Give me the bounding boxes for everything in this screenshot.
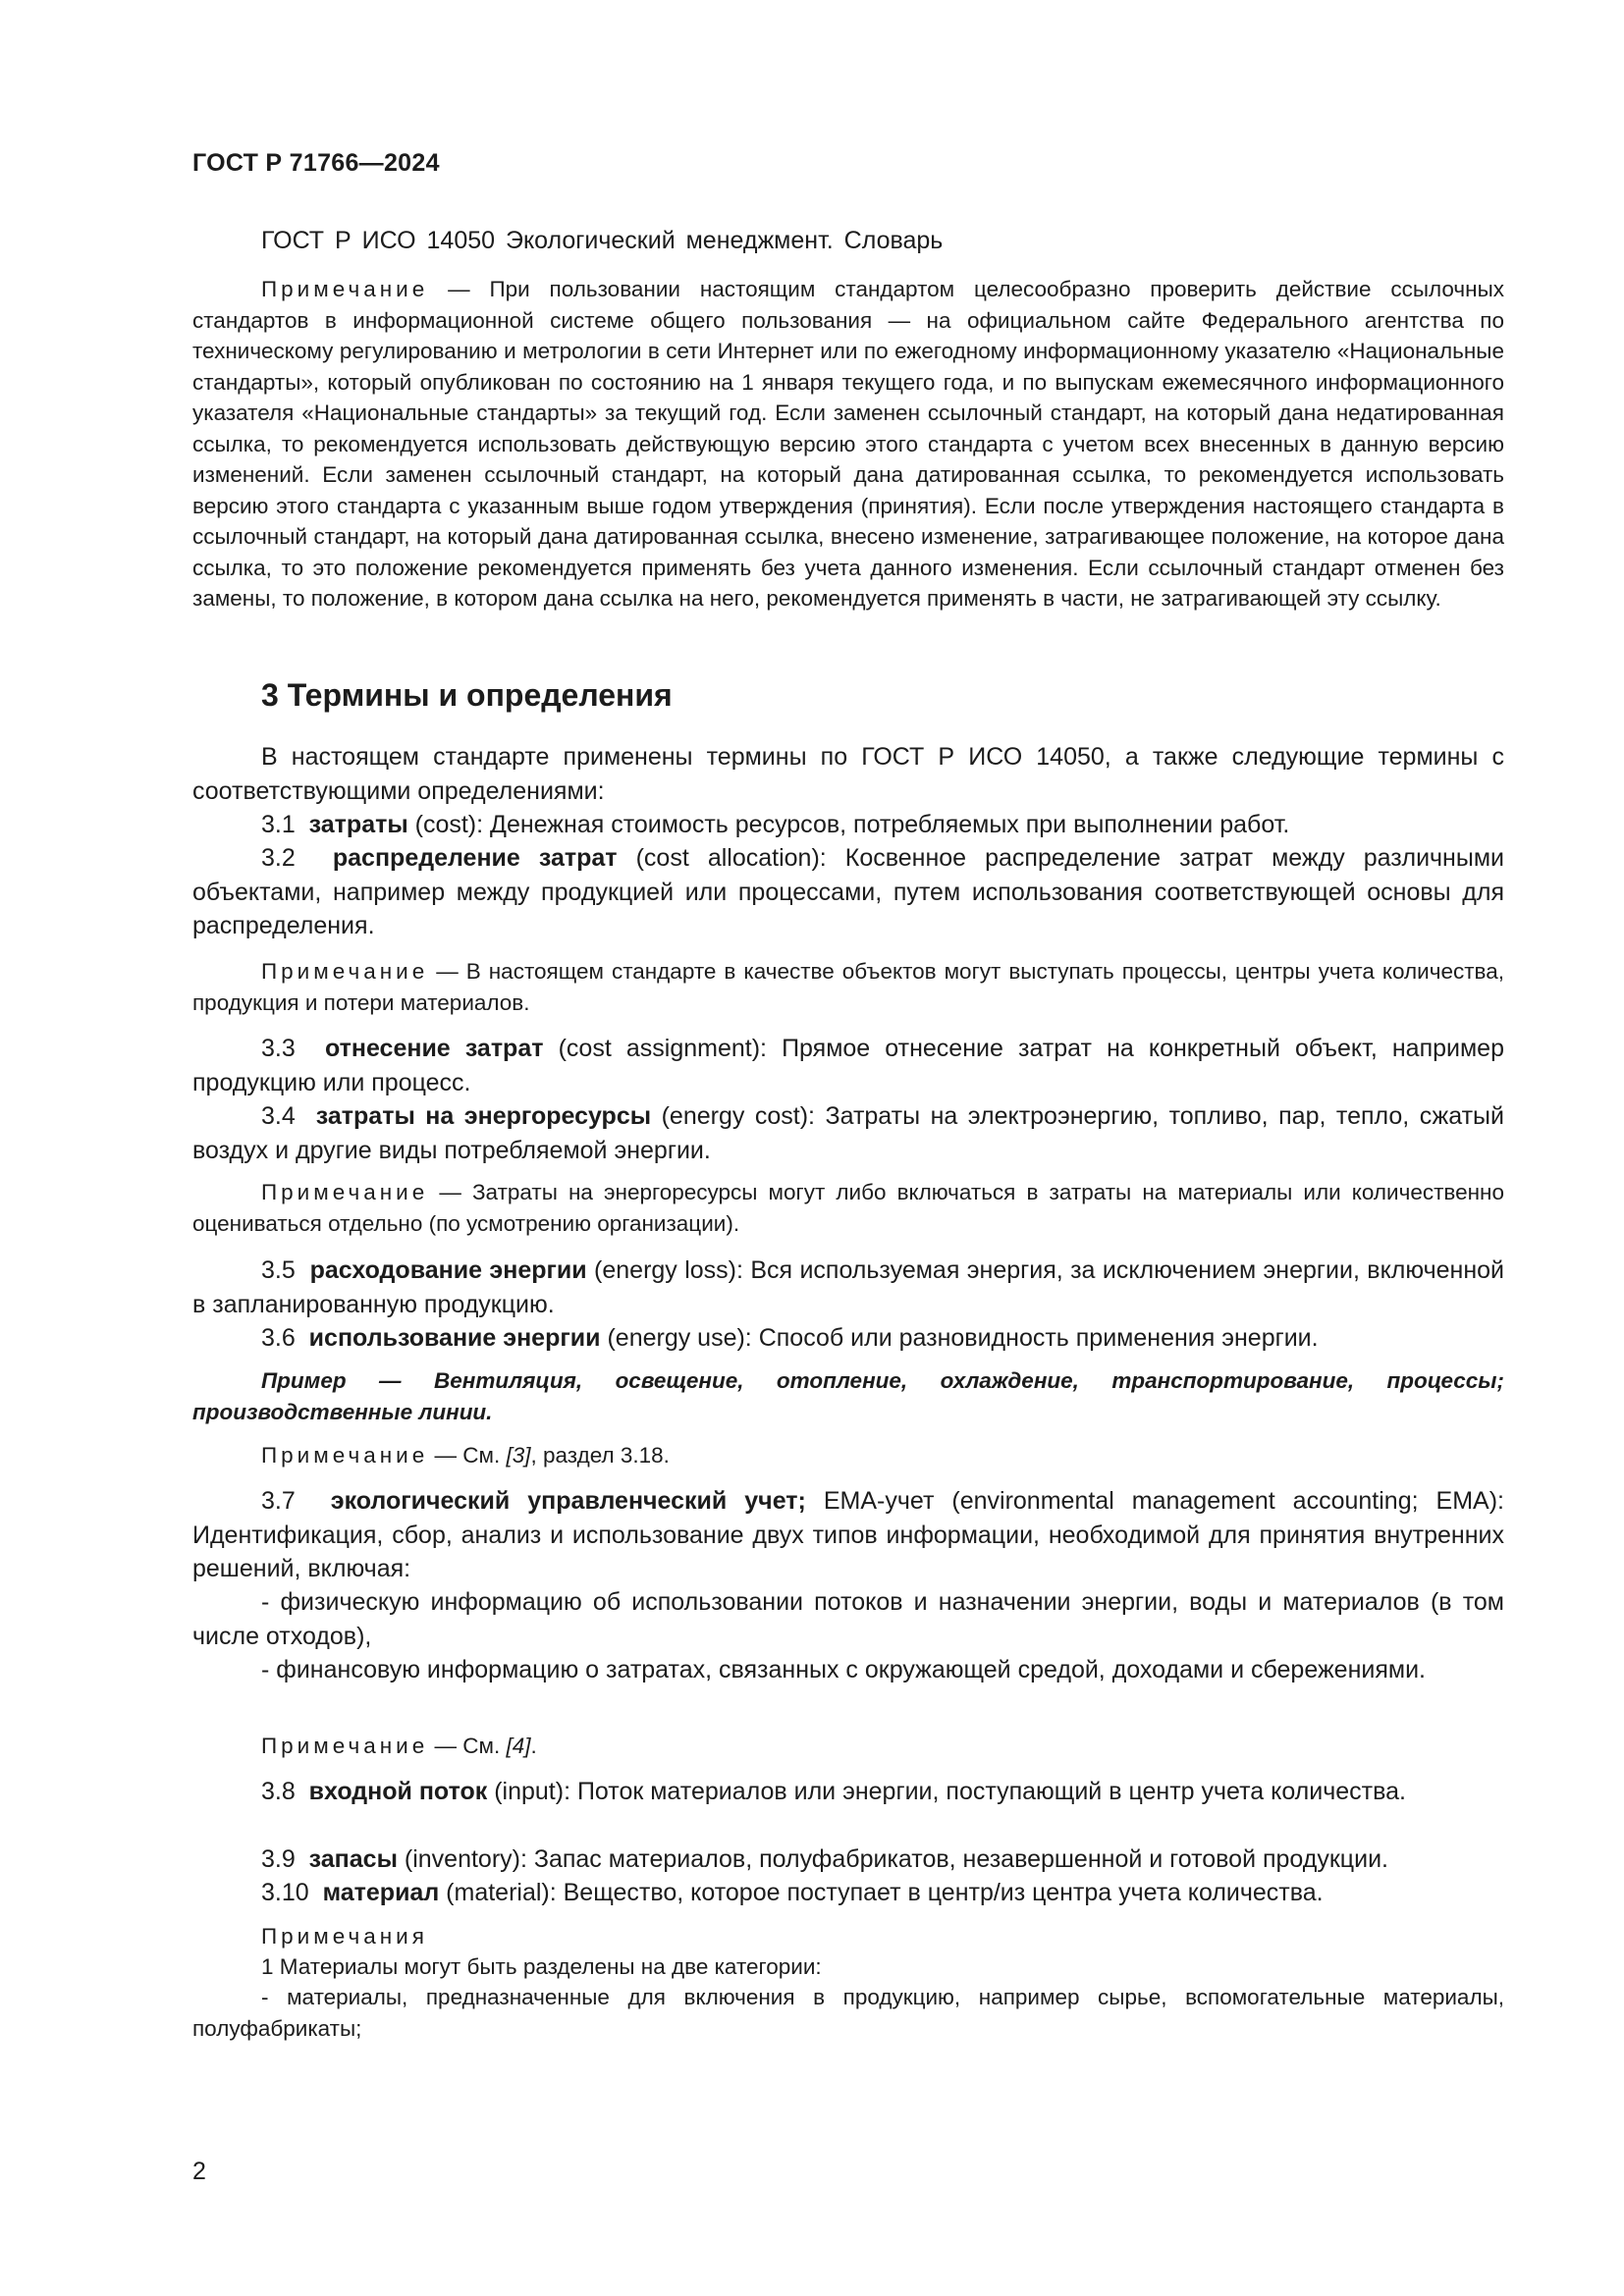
term-3-6 xyxy=(192,1321,1504,1356)
term-definition: (input): Поток материалов или энергии, поступающий в центр учета количества. xyxy=(487,1778,1406,1805)
term-name: распределение затрат xyxy=(332,844,618,872)
term-number: 3.4 xyxy=(261,1102,296,1130)
term-number: 3.9 xyxy=(261,1845,296,1873)
term-name: экологический управленческий учет; xyxy=(330,1487,806,1515)
term-definition: ЕМА-учет (environmental management accounting; EMA): Идентификация, сбор, анализ и использование двух типов информации, необходимой для принятия внутренних решений, включая: xyxy=(192,1487,1504,1582)
term-3-10 xyxy=(192,1876,1504,1910)
term-3-5 xyxy=(192,1254,1504,1321)
term-definition: (cost): Денежная стоимость ресурсов, потребляемых при выполнении работ. xyxy=(407,811,1290,838)
term-3-9 xyxy=(192,1842,1504,1877)
term-definition: (material): Вещество, которое поступает в центр/из центра учета количества. xyxy=(439,1879,1324,1906)
note-text-tail: . xyxy=(530,1734,537,1758)
term-name: затраты на энергоресурсы xyxy=(315,1102,652,1130)
term-3-6-note xyxy=(192,1440,1504,1471)
bibliography-ref: [4] xyxy=(506,1734,531,1758)
section-heading: 3 Термины и определения xyxy=(261,677,673,713)
term-number: 3.7 xyxy=(261,1487,296,1515)
document-header-title: ГОСТ Р 71766—2024 xyxy=(192,149,440,177)
term-name: материал xyxy=(322,1879,440,1906)
term-definition: (cost assignment): Прямое отнесение затрат на конкретный объект, например продукцию или процесс. xyxy=(192,1035,1504,1096)
bibliography-ref: [3] xyxy=(506,1443,531,1468)
term-definition: (energy cost): Затраты на электроэнергию, топливо, пар, тепло, сжатый воздух и другие виды потребляемой энергии. xyxy=(192,1102,1504,1164)
term-definition: (energy use): Способ или разновидность применения энергии. xyxy=(600,1324,1319,1352)
term-3-7-item-financial: - финансовую информацию о затратах, связанных с окружающей средой, доходами и сбережениями. xyxy=(261,1656,1426,1683)
term-number: 3.5 xyxy=(261,1256,296,1284)
term-number: 3.10 xyxy=(261,1879,309,1906)
term-number: 3.3 xyxy=(261,1035,296,1062)
note-label: Примечание xyxy=(261,1734,429,1758)
term-3-7 xyxy=(192,1484,1504,1586)
page-number: 2 xyxy=(192,2158,206,2185)
term-3-10-note-1: 1 Материалы могут быть разделены на две категории: xyxy=(261,1954,822,1979)
note-label: Примечание xyxy=(261,277,429,301)
reference-note xyxy=(192,274,1504,614)
term-number: 3.2 xyxy=(261,844,296,872)
note-label: Примечание xyxy=(261,959,429,984)
note-text: — Затраты на энергоресурсы могут либо включаться в затраты на материалы или количественно оцениваться отдельно (по усмотрению организации). xyxy=(192,1180,1504,1236)
term-3-8 xyxy=(192,1775,1504,1809)
note-text-tail: , раздел 3.18. xyxy=(530,1443,670,1468)
note-text: — При пользовании настоящим стандартом целесообразно проверить действие ссылочных стандартов в информационной системе общего пользования — на официальном сайте Федерального агентства по техническому регулированию и метрологии в сети Интернет или по ежегодному информационному указателю «Национальные стандарты», который опубликован по состоянию на 1 января текущего года, и по выпускам ежемесячного информационного указателя «Национальные стандарты» за текущий год. Если заменен ссылочный стандарт, на который дана недатированная ссылка, то рекомендуется использовать действующую версию этого стандарта с учетом всех внесенных в данную версию изменений. Если заменен ссылочный стандарт, на который дана датированная ссылка, то рекомендуется использовать версию этого стандарта с указанным выше годом утверждения (принятия). Если после утверждения настоящего стандарта в ссылочный стандарт, на который дана датированная ссылка, внесено изменение, затрагивающее положение, на которое дана ссылка, то это положение рекомендуется применять без учета данного изменения. Если ссылочный стандарт отменен без замены, то положение, в котором дана ссылка на него, рекомендуется применять в части, не затрагивающей эту ссылку. xyxy=(192,277,1504,611)
term-name: входной поток xyxy=(308,1778,488,1805)
term-number: 3.8 xyxy=(261,1778,296,1805)
term-name: запасы xyxy=(308,1845,398,1873)
note-text: — В настоящем стандарте в качестве объектов могут выступать процессы, центры учета количества, продукция и потери материалов. xyxy=(192,959,1504,1015)
term-name: использование энергии xyxy=(308,1324,601,1352)
note-label: Примечание xyxy=(261,1443,429,1468)
note-label: Примечание xyxy=(261,1180,429,1204)
term-number: 3.6 xyxy=(261,1324,296,1352)
normative-reference: ГОСТ Р ИСО 14050 Экологический менеджмент. Словарь xyxy=(261,227,944,254)
note-text: — См. xyxy=(428,1734,507,1758)
note-text: — См. xyxy=(428,1443,507,1468)
term-definition: (inventory): Запас материалов, полуфабрикатов, незавершенной и готовой продукции. xyxy=(397,1845,1388,1873)
term-3-2-note xyxy=(192,956,1504,1018)
term-definition: (cost allocation): Косвенное распределение затрат между различными объектами, например между продукцией или процессами, путем использования соответствующей основы для распределения. xyxy=(192,844,1504,939)
term-3-10-notes-label: Примечания xyxy=(261,1924,428,1949)
term-3-6-example: Пример — Вентиляция, освещение, отопление, охлаждение, транспортирование, процессы; производственные линии. xyxy=(192,1368,1504,1424)
term-3-10-note-list-item: - материалы, предназначенные для включения в продукцию, например сырье, вспомогательные материалы, полуфабрикаты; xyxy=(192,1985,1504,2041)
term-name: отнесение затрат xyxy=(324,1035,544,1062)
term-3-1 xyxy=(192,808,1504,842)
term-number: 3.1 xyxy=(261,811,296,838)
term-definition: (energy loss): Вся используемая энергия, за исключением энергии, включенной в запланированную продукцию. xyxy=(192,1256,1504,1318)
term-3-4 xyxy=(192,1099,1504,1167)
term-3-3 xyxy=(192,1032,1504,1099)
term-name: расходование энергии xyxy=(309,1256,587,1284)
term-3-4-note xyxy=(192,1177,1504,1239)
term-3-2 xyxy=(192,841,1504,943)
term-3-7-note xyxy=(192,1731,1504,1762)
term-name: затраты xyxy=(308,811,408,838)
term-3-7-item-physical: - физическую информацию об использовании потоков и назначении энергии, воды и материалов (в том числе отходов), xyxy=(192,1588,1504,1650)
section-intro: В настоящем стандарте применены термины по ГОСТ Р ИСО 14050, а также следующие термины с соответствующими определениями: xyxy=(192,743,1504,805)
